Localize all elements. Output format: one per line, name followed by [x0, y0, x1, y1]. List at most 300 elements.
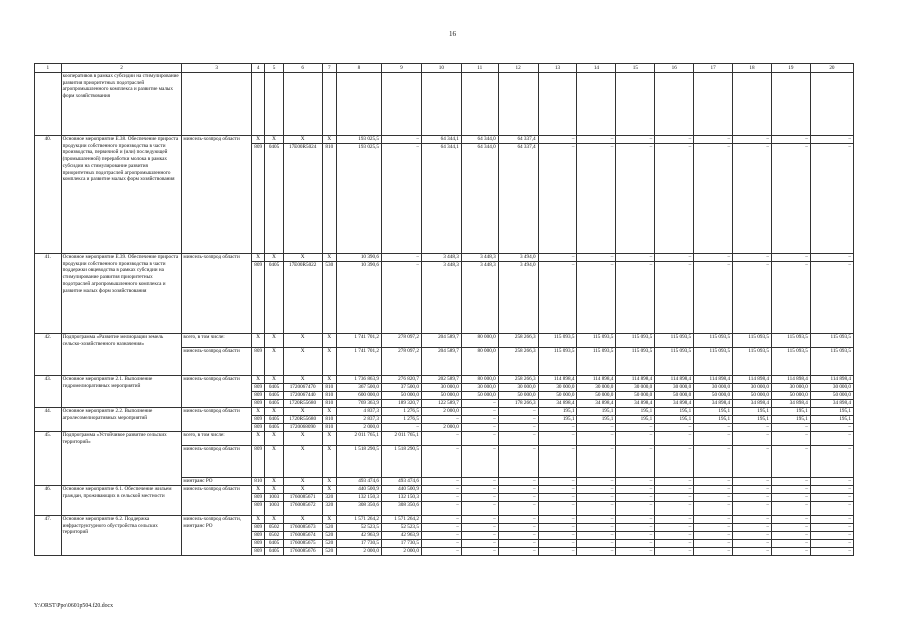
table-cell [336, 73, 381, 136]
table-cell: 64 344,0 [461, 136, 498, 144]
table-cell: – [733, 432, 772, 446]
table-cell: 50 000,0 [810, 392, 853, 400]
table-cell: X [252, 376, 265, 384]
table-cell: 3 448,3 [461, 262, 498, 334]
table-cell: 258 266,3 [498, 376, 538, 384]
table-cell: 1 518 290,5 [336, 446, 381, 478]
table-cell: – [381, 424, 421, 432]
table-cell [461, 73, 498, 136]
row-number: 47. [35, 516, 62, 556]
table-cell: 3 494,0 [498, 254, 538, 262]
table-cell: 195,1 [655, 416, 694, 424]
table-cell: 195,1 [694, 408, 733, 416]
table-cell: – [771, 524, 810, 532]
table-cell: X [265, 334, 283, 348]
table-cell: 320 [322, 502, 336, 516]
table-cell: X [252, 136, 265, 144]
table-cell: 1760085671 [283, 494, 322, 502]
table-cell: 204 589,7 [421, 348, 461, 376]
table-cell: 809 [252, 540, 265, 548]
table-cell: 50 000,0 [771, 392, 810, 400]
table-cell: 1 736 863,9 [336, 376, 381, 384]
table-cell: – [733, 262, 772, 334]
table-cell: X [265, 516, 283, 524]
table-cell: – [616, 486, 655, 494]
table-cell: 769 363,9 [336, 400, 381, 408]
table-cell: 810 [322, 424, 336, 432]
table-cell: – [461, 416, 498, 424]
column-number: 1 [35, 64, 62, 73]
table-cell: 50 000,0 [577, 392, 616, 400]
table-cell: 2 000,0 [421, 424, 461, 432]
table-cell: 115 093,5 [616, 334, 655, 348]
table-cell: 193 025,5 [336, 136, 381, 144]
row-number: 42. [35, 334, 62, 376]
activity-name: кооперативов в рамках субсидии на стимулирование развития приоритетных подотраслей агропромышленного комплекса и развитие малых форм хозяйствования [61, 73, 182, 136]
table-body [35, 64, 854, 556]
table-row [35, 73, 854, 136]
table-cell: – [498, 494, 538, 502]
table-cell: 308 350,6 [381, 502, 421, 516]
table-cell: 195,1 [771, 408, 810, 416]
table-cell: 809 [252, 424, 265, 432]
table-cell: – [733, 494, 772, 502]
table-cell: 10 390,6 [336, 262, 381, 334]
row-number: 44. [35, 408, 62, 432]
table-cell [771, 73, 810, 136]
table-cell: – [694, 262, 733, 334]
table-cell: 809 [252, 446, 265, 478]
table-cell: – [498, 432, 538, 446]
table-cell: – [577, 424, 616, 432]
table-cell: – [655, 516, 694, 524]
table-cell: X [322, 486, 336, 494]
table-cell: 1 571 264,2 [381, 516, 421, 524]
table-cell: – [421, 532, 461, 540]
table-cell: 1720067440 [283, 392, 322, 400]
table-cell: – [771, 144, 810, 254]
table-cell: – [655, 478, 694, 486]
table-cell: 30 000,0 [655, 384, 694, 392]
table-cell: 115 093,5 [733, 348, 772, 376]
table-cell: – [498, 478, 538, 486]
table-cell: – [616, 532, 655, 540]
table-cell: – [538, 262, 577, 334]
table-cell: – [771, 136, 810, 144]
table-row [35, 516, 854, 524]
table-cell: – [810, 478, 853, 486]
table-cell: 809 [252, 502, 265, 516]
table-cell: – [733, 524, 772, 532]
table-cell: 114 898,4 [810, 376, 853, 384]
table-cell: 37 500,0 [381, 384, 421, 392]
table-cell: – [810, 424, 853, 432]
table-cell: – [694, 502, 733, 516]
table-cell: 0502 [265, 532, 283, 540]
table-cell [810, 73, 853, 136]
table-cell: 122 589,7 [421, 400, 461, 408]
table-cell: – [694, 446, 733, 478]
table-cell: минсель-хозпрод области [182, 408, 252, 432]
table-cell: – [577, 254, 616, 262]
table-cell: 132 150,3 [381, 494, 421, 502]
table-cell: X [322, 408, 336, 416]
table-cell: – [655, 532, 694, 540]
table-cell: – [655, 540, 694, 548]
table-cell: – [538, 532, 577, 540]
table-cell: – [616, 516, 655, 524]
table-cell: – [810, 524, 853, 532]
column-number: 20 [810, 64, 853, 73]
table-cell: – [498, 408, 538, 416]
table-cell: 115 093,5 [771, 334, 810, 348]
table-cell: – [655, 548, 694, 556]
table-cell: – [421, 494, 461, 502]
table-cell: 178 266,3 [498, 400, 538, 408]
table-cell: – [577, 262, 616, 334]
table-cell: 3 448,3 [421, 262, 461, 334]
table-cell: – [655, 254, 694, 262]
row-number: 40. [35, 136, 62, 254]
table-cell: 80 000,0 [461, 334, 498, 348]
table-cell: 115 093,5 [538, 334, 577, 348]
column-number: 6 [283, 64, 322, 73]
table-cell: – [655, 446, 694, 478]
table-cell: 34 898,4 [733, 400, 772, 408]
table-cell: – [381, 254, 421, 262]
column-number: 7 [322, 64, 336, 73]
table-cell: 810 [252, 478, 265, 486]
table-cell: – [421, 416, 461, 424]
table-cell: X [283, 254, 322, 262]
table-cell: 34 898,4 [694, 400, 733, 408]
table-cell: 258 266,3 [498, 334, 538, 348]
table-cell: – [461, 532, 498, 540]
column-number: 9 [381, 64, 421, 73]
table-cell: 115 093,5 [538, 348, 577, 376]
table-cell: – [655, 494, 694, 502]
table-cell: 50 000,0 [694, 392, 733, 400]
table-cell: – [577, 516, 616, 524]
row-number [35, 73, 62, 136]
table-cell: – [694, 494, 733, 502]
table-cell: 440 500,9 [381, 486, 421, 494]
table-cell: – [655, 144, 694, 254]
table-cell: – [694, 548, 733, 556]
table-cell: всего, в том числе: [182, 334, 252, 348]
table-cell: 114 898,4 [655, 376, 694, 384]
table-cell: 530 [322, 262, 336, 334]
table-cell: – [538, 540, 577, 548]
table-cell: – [655, 424, 694, 432]
table-cell: – [694, 136, 733, 144]
table-cell: – [810, 540, 853, 548]
table-cell: 278 097,2 [381, 334, 421, 348]
table-cell: 114 898,4 [538, 376, 577, 384]
table-cell: X [322, 136, 336, 144]
table-cell: – [771, 532, 810, 540]
table-cell: 115 093,5 [810, 334, 853, 348]
table-cell: 17 730,5 [381, 540, 421, 548]
table-cell: – [538, 478, 577, 486]
table-cell: всего, в том числе: [182, 432, 252, 446]
table-cell: – [733, 144, 772, 254]
table-cell: 2 011 765,1 [381, 432, 421, 446]
table-cell: – [461, 548, 498, 556]
table-cell: 1 571 264,2 [336, 516, 381, 524]
table-cell: 17Е00R5022 [283, 262, 322, 334]
table-cell [498, 73, 538, 136]
table-cell: – [577, 144, 616, 254]
table-cell: – [498, 540, 538, 548]
table-cell [577, 73, 616, 136]
table-cell: – [616, 524, 655, 532]
table-cell: 42 963,9 [381, 532, 421, 540]
table-cell: – [381, 144, 421, 254]
table-cell: – [461, 486, 498, 494]
table-cell: – [498, 486, 538, 494]
table-cell: 258 266,3 [498, 348, 538, 376]
table-cell: – [810, 446, 853, 478]
table-cell [733, 73, 772, 136]
column-number: 18 [733, 64, 772, 73]
table-cell: – [577, 548, 616, 556]
table-cell: 114 898,4 [771, 376, 810, 384]
table-cell: 520 [322, 548, 336, 556]
table-cell: – [810, 136, 853, 144]
table-cell: 80 000,0 [461, 348, 498, 376]
table-cell: – [733, 516, 772, 524]
table-cell: 276 820,7 [381, 376, 421, 384]
column-number: 12 [498, 64, 538, 73]
table-cell: 809 [252, 524, 265, 532]
table-cell: X [322, 446, 336, 478]
table-cell: 115 093,5 [655, 348, 694, 376]
table-cell: – [733, 478, 772, 486]
table-cell: 493 474,6 [336, 478, 381, 486]
table-cell: 0405 [265, 262, 283, 334]
table-cell: минтранс РО [182, 478, 252, 486]
table-cell: – [616, 478, 655, 486]
table-cell: 50 000,0 [655, 392, 694, 400]
table-cell: X [252, 334, 265, 348]
table-cell: 195,1 [577, 408, 616, 416]
table-cell: – [733, 446, 772, 478]
table-cell: 2 000,0 [336, 548, 381, 556]
table-cell [252, 73, 265, 136]
table-cell: – [694, 432, 733, 446]
table-cell: 17Е00R5024 [283, 144, 322, 254]
table-cell: 204 589,7 [421, 334, 461, 348]
table-cell: X [265, 348, 283, 376]
row-number: 43. [35, 376, 62, 408]
table-cell: 114 898,4 [733, 376, 772, 384]
table-cell: 1720068090 [283, 424, 322, 432]
program-table [34, 63, 854, 556]
table-cell: X [252, 432, 265, 446]
table-cell: – [461, 516, 498, 524]
table-cell: – [616, 424, 655, 432]
table-cell: – [733, 486, 772, 494]
table-cell [655, 73, 694, 136]
table-cell: – [655, 524, 694, 532]
table-cell: – [538, 144, 577, 254]
table-cell: 320 [322, 494, 336, 502]
column-number: 19 [771, 64, 810, 73]
column-number: 3 [182, 64, 252, 73]
row-number: 46. [35, 486, 62, 516]
column-number: 4 [252, 64, 265, 73]
column-number: 10 [421, 64, 461, 73]
table-cell: 30 000,0 [771, 384, 810, 392]
table-cell: 2 000,0 [336, 424, 381, 432]
table-cell: 2 000,0 [381, 548, 421, 556]
table-cell: 195,1 [694, 416, 733, 424]
table-cell: 30 000,0 [733, 384, 772, 392]
table-cell: 0405 [265, 548, 283, 556]
table-cell: минсель-хозпрод области [182, 486, 252, 516]
table-cell: – [461, 432, 498, 446]
table-cell: – [655, 262, 694, 334]
table-cell: – [381, 262, 421, 334]
table-cell: – [771, 254, 810, 262]
table-cell: 64 337,4 [498, 136, 538, 144]
table-cell: 52 523,5 [381, 524, 421, 532]
table-cell: X [283, 446, 322, 478]
activity-name: Основное мероприятие 2.1. Выполнение гидромелиоративных мероприятий [61, 376, 182, 408]
table-cell: 809 [252, 548, 265, 556]
table-cell: 30 000,0 [694, 384, 733, 392]
table-cell: – [538, 432, 577, 446]
activity-name: Основное мероприятие Е.39. Обеспечение прироста продукции собственного производства в части поддержки овцеводства в рамках субсидии на стимулирование развития приоритетных подотраслей агропромышленного комплекса и развитие малых форм хозяйствования [61, 254, 182, 334]
table-row [35, 376, 854, 384]
table-cell: – [771, 516, 810, 524]
table-cell: – [498, 502, 538, 516]
table-cell: X [252, 408, 265, 416]
table-cell: – [694, 424, 733, 432]
table-cell: – [694, 516, 733, 524]
table-cell: – [616, 432, 655, 446]
table-cell: 42 963,9 [336, 532, 381, 540]
table-cell: – [577, 446, 616, 478]
table-cell: – [461, 540, 498, 548]
table-cell: – [733, 540, 772, 548]
table-cell: – [771, 424, 810, 432]
table-cell: 1760085676 [283, 548, 322, 556]
table-cell: 1720R55680 [283, 416, 322, 424]
table-cell: 195,1 [810, 416, 853, 424]
table-cell: 1760085673 [283, 524, 322, 532]
table-cell: 810 [322, 144, 336, 254]
table-cell: 0405 [265, 416, 283, 424]
table-cell: – [771, 446, 810, 478]
table-cell: X [322, 254, 336, 262]
table-cell: X [283, 432, 322, 446]
table-cell: 493 474,6 [381, 478, 421, 486]
table-row [35, 254, 854, 262]
table-cell: – [461, 478, 498, 486]
activity-name: Основное мероприятие 6.2. Поддержка инфраструктурного обустройства сельских территорий [61, 516, 182, 556]
table-cell: – [655, 486, 694, 494]
table-cell: 1720R55680 [283, 400, 322, 408]
table-cell: – [771, 494, 810, 502]
table-row [35, 486, 854, 494]
table-cell: 308 350,6 [336, 502, 381, 516]
table-cell: 64 344,1 [421, 136, 461, 144]
table-cell: X [283, 516, 322, 524]
table-cell: 50 000,0 [421, 392, 461, 400]
table-cell: – [498, 532, 538, 540]
table-cell: – [655, 432, 694, 446]
table-cell: 10 390,6 [336, 254, 381, 262]
table-cell: – [655, 502, 694, 516]
table-cell: – [498, 548, 538, 556]
table-cell: 30 000,0 [538, 384, 577, 392]
table-cell: 810 [322, 400, 336, 408]
table-cell: 195,1 [616, 416, 655, 424]
column-number: 16 [655, 64, 694, 73]
table-cell [694, 73, 733, 136]
table-cell: 80 000,0 [461, 376, 498, 384]
table-cell: – [461, 424, 498, 432]
table-cell: – [810, 262, 853, 334]
table-cell: 3 448,3 [461, 254, 498, 262]
table-cell: 30 000,0 [577, 384, 616, 392]
column-number: 15 [616, 64, 655, 73]
table-cell: – [771, 548, 810, 556]
table-cell: – [421, 524, 461, 532]
table-cell: X [252, 486, 265, 494]
table-cell: 600 000,0 [336, 392, 381, 400]
table-cell: 34 898,4 [771, 400, 810, 408]
table-cell: – [616, 548, 655, 556]
table-cell: 440 500,9 [336, 486, 381, 494]
table-cell: – [771, 502, 810, 516]
table-cell: 189 320,7 [381, 400, 421, 408]
table-cell: – [461, 494, 498, 502]
table-cell: X [265, 376, 283, 384]
table-cell: – [538, 494, 577, 502]
table-cell: 115 093,5 [733, 334, 772, 348]
table-cell: 30 000,0 [616, 384, 655, 392]
table-cell: – [538, 524, 577, 532]
table-cell: 64 344,0 [461, 144, 498, 254]
table-cell: 34 898,4 [810, 400, 853, 408]
table-cell: 50 000,0 [616, 392, 655, 400]
table-cell: 195,1 [538, 416, 577, 424]
table-cell: 0405 [265, 392, 283, 400]
table-cell: X [283, 376, 322, 384]
activity-name: Основное мероприятие 2.2. Выполнение агролесомелиоративных мероприятий [61, 408, 182, 432]
table-cell: 367 500,0 [336, 384, 381, 392]
table-cell: 195,1 [538, 408, 577, 416]
table-cell: – [733, 502, 772, 516]
table-cell: 115 093,5 [655, 334, 694, 348]
table-cell: 520 [322, 540, 336, 548]
table-cell: – [655, 136, 694, 144]
table-cell: 50 000,0 [733, 392, 772, 400]
table-cell: – [733, 548, 772, 556]
table-cell: 195,1 [810, 408, 853, 416]
table-cell: – [421, 502, 461, 516]
table-cell: – [771, 432, 810, 446]
table-cell: минсель-хозпрод области [182, 446, 252, 478]
table-cell: 34 898,4 [577, 400, 616, 408]
column-number: 14 [577, 64, 616, 73]
table-cell: 809 [252, 532, 265, 540]
table-cell: 809 [252, 262, 265, 334]
column-number-row [35, 64, 854, 73]
